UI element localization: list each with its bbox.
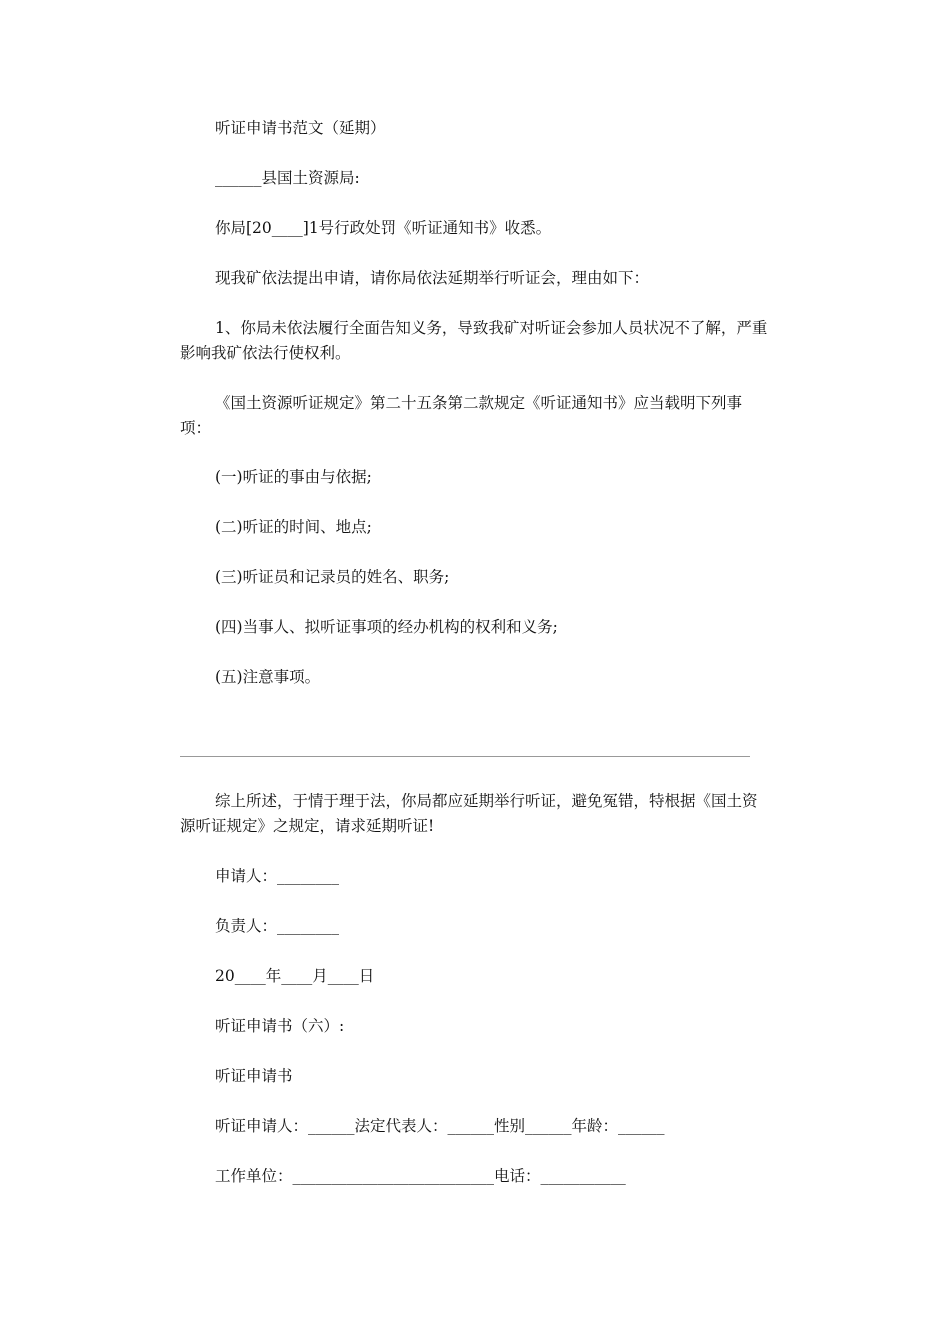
form-work-line: 工作单位：__________________________电话：___________ (215, 1167, 626, 1185)
rule-citation-paragraph: 《国土资源听证规定》第二十五条第二款规定《听证通知书》应当载明下列事项： (180, 394, 743, 437)
section-divider (180, 756, 750, 757)
list-item-2: (二)听证的时间、地点; (215, 518, 372, 536)
reason-1-paragraph: 1、你局未依法履行全面告知义务，导致我矿对听证会参加人员状况不了解，严重影响我矿依法行使权利。 (180, 319, 768, 362)
conclusion-paragraph: 综上所述，于情于理于法，你局都应延期举行听证，避免冤错，特根据《国土资源听证规定》之规定，请求延期听证! (180, 792, 758, 835)
date-line: 20____年____月____日 (215, 967, 375, 985)
list-item-5: (五)注意事项。 (215, 668, 321, 686)
responsible-line: 负责人：________ (215, 917, 340, 935)
document-title: 听证申请书范文（延期） (215, 119, 386, 137)
received-notice: 你局[20____]1号行政处罚《听证通知书》收悉。 (215, 219, 552, 237)
applicant-line: 申请人：________ (215, 867, 340, 885)
form-applicant-line: 听证申请人：______法定代表人：______性别______年龄：______ (215, 1117, 665, 1135)
form-title: 听证申请书 (215, 1067, 293, 1085)
list-item-4: (四)当事人、拟听证事项的经办机构的权利和义务; (215, 618, 558, 636)
list-item-3: (三)听证员和记录员的姓名、职务; (215, 568, 450, 586)
list-item-1: (一)听证的事由与依据; (215, 468, 372, 486)
section-six-heading: 听证申请书（六）: (215, 1017, 345, 1035)
request-paragraph: 现我矿依法提出申请，请你局依法延期举行听证会，理由如下： (215, 269, 650, 287)
addressee: ______县国土资源局: (215, 169, 360, 187)
